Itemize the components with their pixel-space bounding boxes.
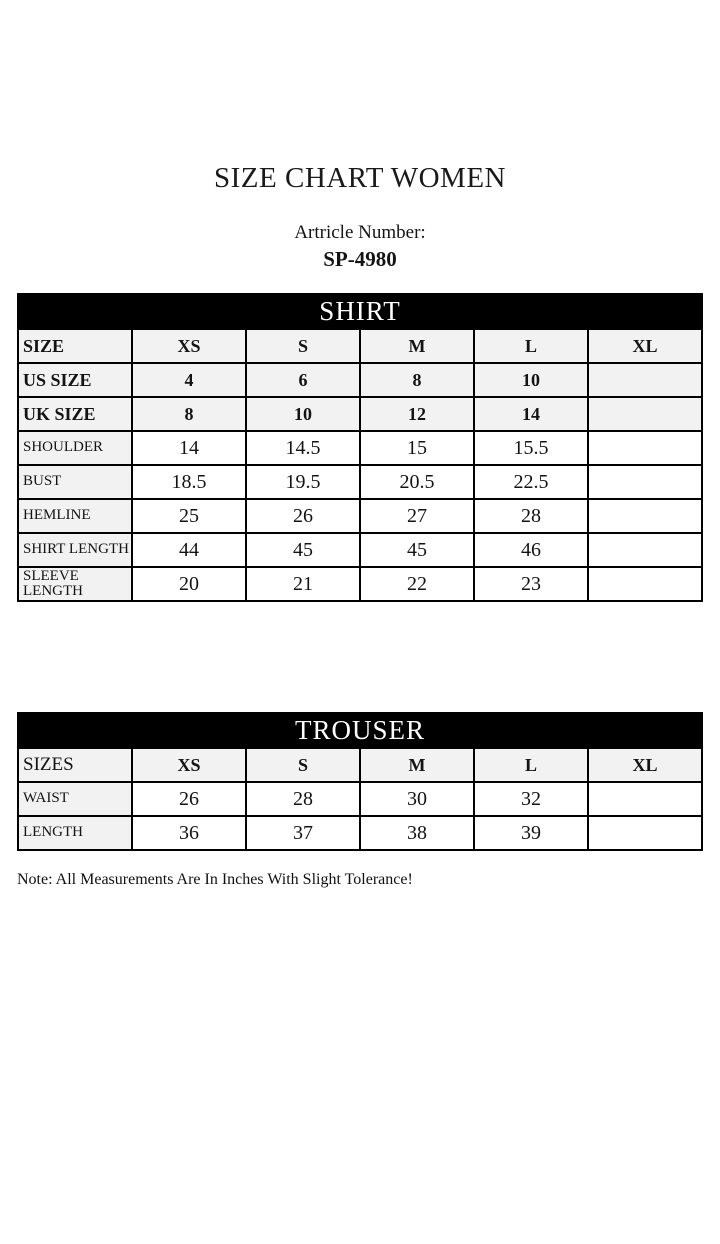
shirt-label-uk-size: UK SIZE bbox=[18, 397, 132, 431]
shirt-label-size: SIZE bbox=[18, 329, 132, 363]
shirt-cell-us-size-2: 8 bbox=[360, 363, 474, 397]
shirt-cell-uk-size-0: 8 bbox=[132, 397, 246, 431]
shirt-row-shoulder bbox=[18, 431, 702, 465]
trouser-size-table bbox=[17, 712, 703, 851]
trouser-row-sizes bbox=[18, 748, 702, 782]
shirt-row-shirt-length bbox=[18, 533, 702, 567]
shirt-label-hemline: HEMLINE bbox=[18, 499, 132, 533]
shirt-cell-shoulder-4 bbox=[588, 431, 702, 465]
trouser-cell-waist-0: 26 bbox=[132, 782, 246, 816]
trouser-label-sizes: SIZES bbox=[18, 748, 132, 782]
shirt-cell-us-size-4 bbox=[588, 363, 702, 397]
trouser-cell-length-0: 36 bbox=[132, 816, 246, 850]
trouser-cell-length-3: 39 bbox=[474, 816, 588, 850]
trouser-cell-sizes-1: S bbox=[246, 748, 360, 782]
shirt-cell-bust-3: 22.5 bbox=[474, 465, 588, 499]
shirt-row-hemline bbox=[18, 499, 702, 533]
shirt-cell-sleeve-length-4 bbox=[588, 567, 702, 601]
shirt-cell-us-size-0: 4 bbox=[132, 363, 246, 397]
shirt-size-table bbox=[17, 293, 703, 602]
trouser-cell-sizes-4: XL bbox=[588, 748, 702, 782]
shirt-label-shirt-length: SHIRT LENGTH bbox=[18, 533, 132, 567]
shirt-cell-hemline-2: 27 bbox=[360, 499, 474, 533]
shirt-row-bust bbox=[18, 465, 702, 499]
article-number-label: Artricle Number: bbox=[294, 222, 426, 243]
shirt-cell-size-3: L bbox=[474, 329, 588, 363]
trouser-row-length bbox=[18, 816, 702, 850]
shirt-cell-shoulder-0: 14 bbox=[132, 431, 246, 465]
shirt-cell-bust-0: 18.5 bbox=[132, 465, 246, 499]
trouser-cell-waist-1: 28 bbox=[246, 782, 360, 816]
shirt-cell-us-size-3: 10 bbox=[474, 363, 588, 397]
trouser-cell-length-2: 38 bbox=[360, 816, 474, 850]
shirt-cell-bust-2: 20.5 bbox=[360, 465, 474, 499]
shirt-label-us-size: US SIZE bbox=[18, 363, 132, 397]
shirt-cell-shirt-length-2: 45 bbox=[360, 533, 474, 567]
trouser-band-row bbox=[18, 713, 702, 748]
shirt-cell-hemline-0: 25 bbox=[132, 499, 246, 533]
shirt-cell-shirt-length-3: 46 bbox=[474, 533, 588, 567]
shirt-row-us-size bbox=[18, 363, 702, 397]
shirt-cell-size-4: XL bbox=[588, 329, 702, 363]
trouser-cell-waist-3: 32 bbox=[474, 782, 588, 816]
shirt-cell-shoulder-3: 15.5 bbox=[474, 431, 588, 465]
shirt-label-bust: BUST bbox=[18, 465, 132, 499]
trouser-cell-waist-4 bbox=[588, 782, 702, 816]
shirt-cell-size-1: S bbox=[246, 329, 360, 363]
trouser-label-length: LENGTH bbox=[18, 816, 132, 850]
page-title: SIZE CHART WOMEN bbox=[214, 162, 506, 194]
trouser-cell-waist-2: 30 bbox=[360, 782, 474, 816]
shirt-cell-uk-size-3: 14 bbox=[474, 397, 588, 431]
shirt-cell-sleeve-length-3: 23 bbox=[474, 567, 588, 601]
shirt-cell-shirt-length-1: 45 bbox=[246, 533, 360, 567]
shirt-label-shoulder: SHOULDER bbox=[18, 431, 132, 465]
shirt-table-title: SHIRT bbox=[18, 294, 702, 329]
shirt-cell-shirt-length-0: 44 bbox=[132, 533, 246, 567]
shirt-cell-uk-size-2: 12 bbox=[360, 397, 474, 431]
shirt-cell-sleeve-length-2: 22 bbox=[360, 567, 474, 601]
shirt-row-size bbox=[18, 329, 702, 363]
shirt-cell-us-size-1: 6 bbox=[246, 363, 360, 397]
measurement-note: Note: All Measurements Are In Inches With Slight Tolerance! bbox=[17, 870, 413, 888]
shirt-cell-bust-1: 19.5 bbox=[246, 465, 360, 499]
size-chart-sheet bbox=[0, 164, 720, 889]
trouser-label-waist: WAIST bbox=[18, 782, 132, 816]
trouser-row-waist bbox=[18, 782, 702, 816]
shirt-row-uk-size bbox=[18, 397, 702, 431]
shirt-cell-shirt-length-4 bbox=[588, 533, 702, 567]
trouser-cell-sizes-2: M bbox=[360, 748, 474, 782]
shirt-cell-size-2: M bbox=[360, 329, 474, 363]
shirt-cell-shoulder-2: 15 bbox=[360, 431, 474, 465]
shirt-cell-uk-size-4 bbox=[588, 397, 702, 431]
shirt-label-sleeve-length: SLEEVE LENGTH bbox=[18, 567, 132, 601]
shirt-cell-sleeve-length-1: 21 bbox=[246, 567, 360, 601]
trouser-table-title: TROUSER bbox=[18, 713, 702, 748]
shirt-cell-uk-size-1: 10 bbox=[246, 397, 360, 431]
shirt-cell-sleeve-length-0: 20 bbox=[132, 567, 246, 601]
shirt-cell-hemline-1: 26 bbox=[246, 499, 360, 533]
shirt-cell-hemline-4 bbox=[588, 499, 702, 533]
shirt-cell-bust-4 bbox=[588, 465, 702, 499]
trouser-cell-length-1: 37 bbox=[246, 816, 360, 850]
article-block bbox=[17, 222, 703, 271]
trouser-cell-length-4 bbox=[588, 816, 702, 850]
shirt-row-sleeve-length bbox=[18, 567, 702, 601]
shirt-cell-size-0: XS bbox=[132, 329, 246, 363]
article-number-value: SP-4980 bbox=[323, 246, 397, 271]
shirt-cell-hemline-3: 28 bbox=[474, 499, 588, 533]
shirt-band-row bbox=[18, 294, 702, 329]
shirt-cell-shoulder-1: 14.5 bbox=[246, 431, 360, 465]
trouser-cell-sizes-0: XS bbox=[132, 748, 246, 782]
trouser-cell-sizes-3: L bbox=[474, 748, 588, 782]
